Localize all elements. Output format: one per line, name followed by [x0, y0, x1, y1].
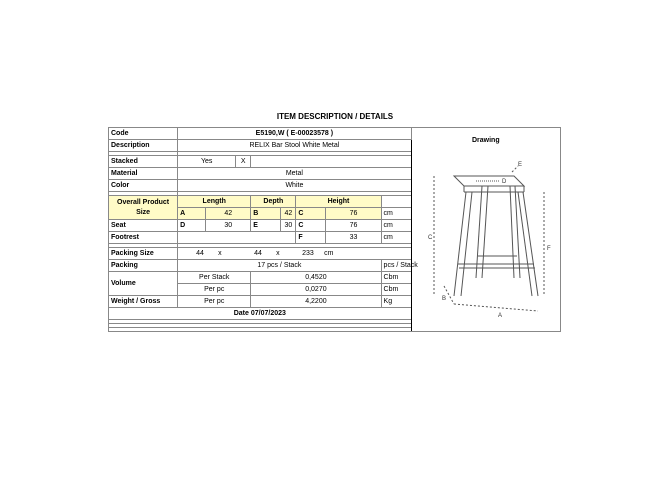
label-e: E — [517, 162, 522, 168]
packing-row: Packing 17 pcs / Stack pcs / Stack — [109, 260, 561, 272]
footrest-row: Footrest F 33 cm — [109, 232, 561, 244]
label-c: C — [427, 235, 432, 241]
date-label: Date 07/07/2023 — [109, 308, 412, 320]
volume-stack-row: Volume Per Stack 0,4520 Cbm — [109, 272, 561, 284]
volume-pc-row: Per pc 0,0270 Cbm — [109, 284, 561, 296]
stacked-mark: X — [236, 156, 251, 168]
label-a: A — [497, 313, 502, 319]
code-row — [109, 128, 561, 140]
page-title: ITEM DESCRIPTION / DETAILS — [276, 112, 394, 121]
leg-front-left — [454, 192, 466, 296]
code-value: E5190,W ( E-00023578 ) — [178, 128, 412, 140]
label-d: D — [501, 179, 506, 185]
packing-size-row: Packing Size 44 x 44 x 233 cm — [109, 248, 561, 260]
seat-row: Seat D 30 E 30 C 76 cm — [109, 220, 561, 232]
weight-row: Weight / Gross Per pc 4,2200 Kg — [109, 296, 561, 308]
overall-size-label: Overall Product Size — [109, 196, 178, 220]
stacked-row: Stacked Yes X — [109, 156, 561, 168]
material-row: Material Metal — [109, 168, 561, 180]
size-header-row: Overall Product Size Length Depth Height — [109, 196, 561, 208]
overall-size-row: A 42 B 42 C 76 cm — [109, 208, 561, 220]
stool-drawing — [414, 146, 563, 326]
drawing-cell — [411, 128, 560, 332]
code-label: Code — [109, 128, 178, 140]
description-row: Description RELIX Bar Stool White Metal — [109, 140, 561, 152]
label-b: B — [441, 296, 446, 302]
item-details-table — [108, 127, 561, 332]
label-f: F — [546, 246, 551, 252]
drawing-title: Drawing — [472, 137, 500, 144]
color-row: Color White — [109, 180, 561, 192]
